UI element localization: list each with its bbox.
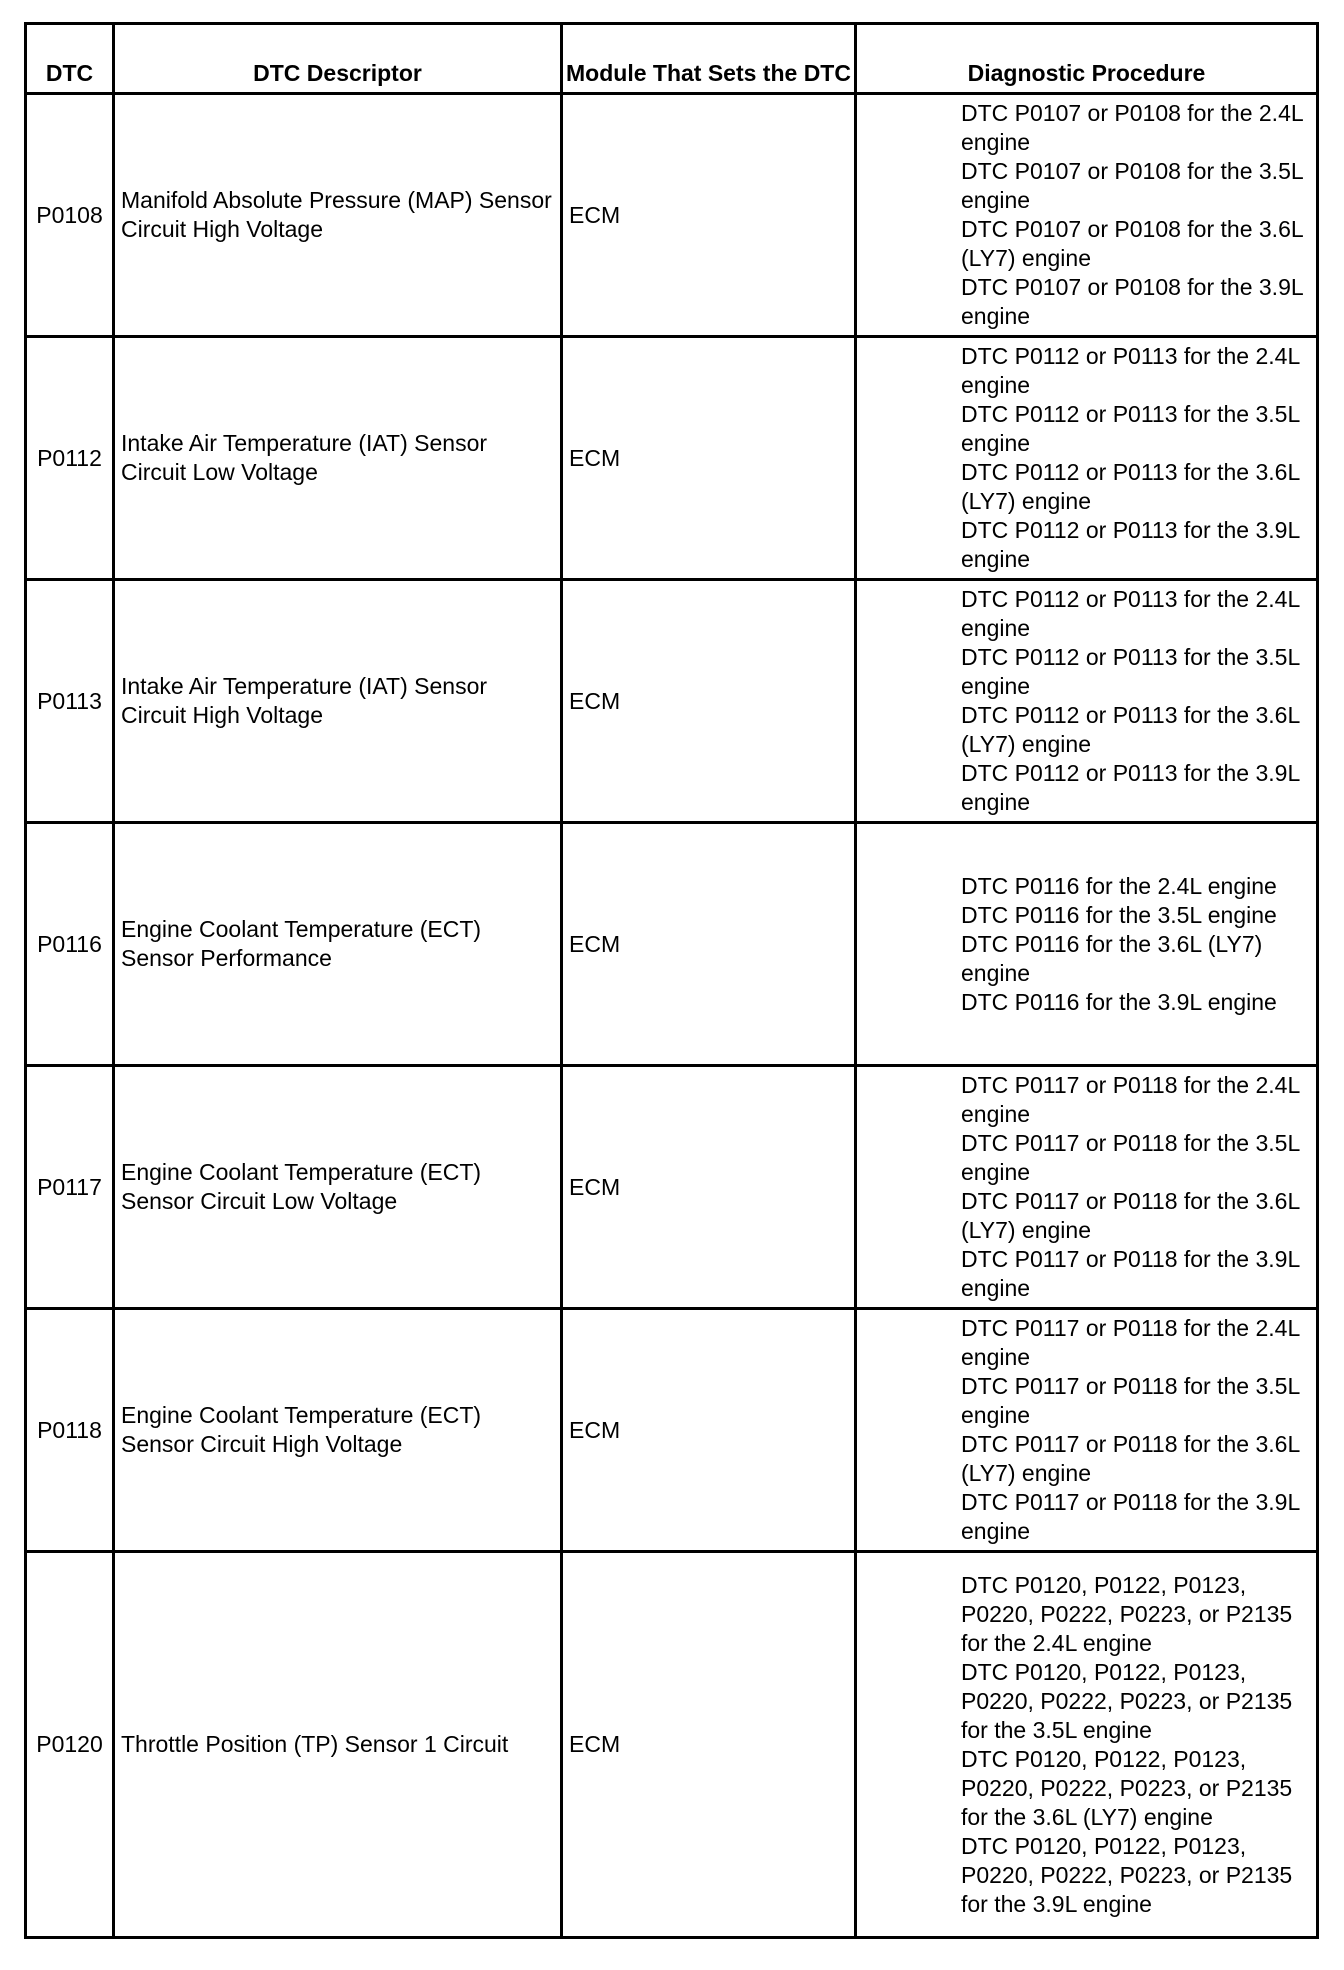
procedure-link[interactable]: DTC P0116 for the 3.6L (LY7) engine <box>961 930 1263 986</box>
procedure-link[interactable]: DTC P0120, P0122, P0123, P0220, P0222, P0223, or P2135 for the 3.5L engine <box>961 1658 1293 1743</box>
diagnostic-procedure <box>856 337 1318 580</box>
procedure-link[interactable]: DTC P0117 or P0118 for the 3.9L engine <box>961 1489 1300 1544</box>
table-row <box>26 337 1318 580</box>
procedure-link[interactable]: DTC P0117 or P0118 for the 3.9L engine <box>961 1246 1300 1301</box>
procedure-link[interactable]: DTC P0112 or P0113 for the 3.9L engine <box>961 517 1300 572</box>
module-name: ECM <box>562 823 856 1066</box>
diagnostic-procedure <box>856 1309 1318 1552</box>
dtc-descriptor: Intake Air Temperature (IAT) Sensor Circuit High Voltage <box>114 580 562 823</box>
procedure-link[interactable]: DTC P0107 or P0108 for the 3.5L engine <box>961 158 1303 213</box>
module-name: ECM <box>562 94 856 337</box>
header-dtc: DTC <box>26 24 114 94</box>
diagnostic-procedure <box>856 1552 1318 1938</box>
diagnostic-procedure <box>856 94 1318 337</box>
procedure-link[interactable]: DTC P0116 for the 2.4L engine <box>961 872 1277 899</box>
table-row <box>26 1552 1318 1938</box>
procedure-link[interactable]: DTC P0112 or P0113 for the 3.9L engine <box>961 760 1300 815</box>
dtc-code: P0117 <box>26 1066 114 1309</box>
dtc-table <box>24 22 1319 1939</box>
diagnostic-procedure <box>856 823 1318 1066</box>
procedure-link[interactable]: DTC P0112 or P0113 for the 3.5L engine <box>961 644 1300 699</box>
dtc-code: P0116 <box>26 823 114 1066</box>
dtc-descriptor: Intake Air Temperature (IAT) Sensor Circuit Low Voltage <box>114 337 562 580</box>
procedure-link[interactable]: DTC P0117 or P0118 for the 3.6L (LY7) engine <box>961 1431 1300 1486</box>
module-name: ECM <box>562 1066 856 1309</box>
procedure-link[interactable]: DTC P0112 or P0113 for the 3.6L (LY7) engine <box>961 459 1300 514</box>
table-row <box>26 1309 1318 1552</box>
procedure-link[interactable]: DTC P0117 or P0118 for the 3.5L engine <box>961 1130 1300 1185</box>
module-name: ECM <box>562 1309 856 1552</box>
procedure-link[interactable]: DTC P0120, P0122, P0123, P0220, P0222, P0223, or P2135 for the 3.9L engine <box>961 1832 1293 1917</box>
dtc-descriptor: Engine Coolant Temperature (ECT) Sensor Circuit Low Voltage <box>114 1066 562 1309</box>
procedure-link[interactable]: DTC P0107 or P0108 for the 3.6L (LY7) engine <box>961 216 1303 271</box>
procedure-link[interactable]: DTC P0107 or P0108 for the 3.9L engine <box>961 274 1303 329</box>
procedure-link[interactable]: DTC P0116 for the 3.5L engine <box>961 901 1277 928</box>
procedure-link[interactable]: DTC P0107 or P0108 for the 2.4L engine <box>961 100 1303 155</box>
table-row <box>26 580 1318 823</box>
dtc-code: P0118 <box>26 1309 114 1552</box>
dtc-descriptor: Engine Coolant Temperature (ECT) Sensor Circuit High Voltage <box>114 1309 562 1552</box>
procedure-link[interactable]: DTC P0112 or P0113 for the 2.4L engine <box>961 343 1300 398</box>
diagnostic-procedure <box>856 1066 1318 1309</box>
table-row <box>26 94 1318 337</box>
procedure-link[interactable]: DTC P0112 or P0113 for the 2.4L engine <box>961 586 1300 641</box>
procedure-link[interactable]: DTC P0116 for the 3.9L engine <box>961 988 1277 1015</box>
header-descriptor: DTC Descriptor <box>114 24 562 94</box>
diagnostic-procedure <box>856 580 1318 823</box>
module-name: ECM <box>562 1552 856 1938</box>
dtc-code: P0113 <box>26 580 114 823</box>
dtc-code: P0120 <box>26 1552 114 1938</box>
table-row <box>26 823 1318 1066</box>
procedure-link[interactable]: DTC P0117 or P0118 for the 2.4L engine <box>961 1315 1300 1370</box>
procedure-link[interactable]: DTC P0120, P0122, P0123, P0220, P0222, P0223, or P2135 for the 2.4L engine <box>961 1571 1293 1656</box>
dtc-code: P0112 <box>26 337 114 580</box>
procedure-link[interactable]: DTC P0120, P0122, P0123, P0220, P0222, P0223, or P2135 for the 3.6L (LY7) engine <box>961 1745 1293 1830</box>
procedure-link[interactable]: DTC P0112 or P0113 for the 3.6L (LY7) engine <box>961 702 1300 757</box>
module-name: ECM <box>562 337 856 580</box>
procedure-link[interactable]: DTC P0117 or P0118 for the 3.6L (LY7) engine <box>961 1188 1300 1243</box>
procedure-link[interactable]: DTC P0112 or P0113 for the 3.5L engine <box>961 401 1300 456</box>
dtc-descriptor: Throttle Position (TP) Sensor 1 Circuit <box>114 1552 562 1938</box>
header-row <box>26 24 1318 94</box>
header-module: Module That Sets the DTC <box>562 24 856 94</box>
procedure-link[interactable]: DTC P0117 or P0118 for the 2.4L engine <box>961 1072 1300 1127</box>
module-name: ECM <box>562 580 856 823</box>
procedure-link[interactable]: DTC P0117 or P0118 for the 3.5L engine <box>961 1373 1300 1428</box>
dtc-descriptor: Engine Coolant Temperature (ECT) Sensor Performance <box>114 823 562 1066</box>
dtc-code: P0108 <box>26 94 114 337</box>
header-procedure: Diagnostic Procedure <box>856 24 1318 94</box>
dtc-descriptor: Manifold Absolute Pressure (MAP) Sensor Circuit High Voltage <box>114 94 562 337</box>
table-row <box>26 1066 1318 1309</box>
